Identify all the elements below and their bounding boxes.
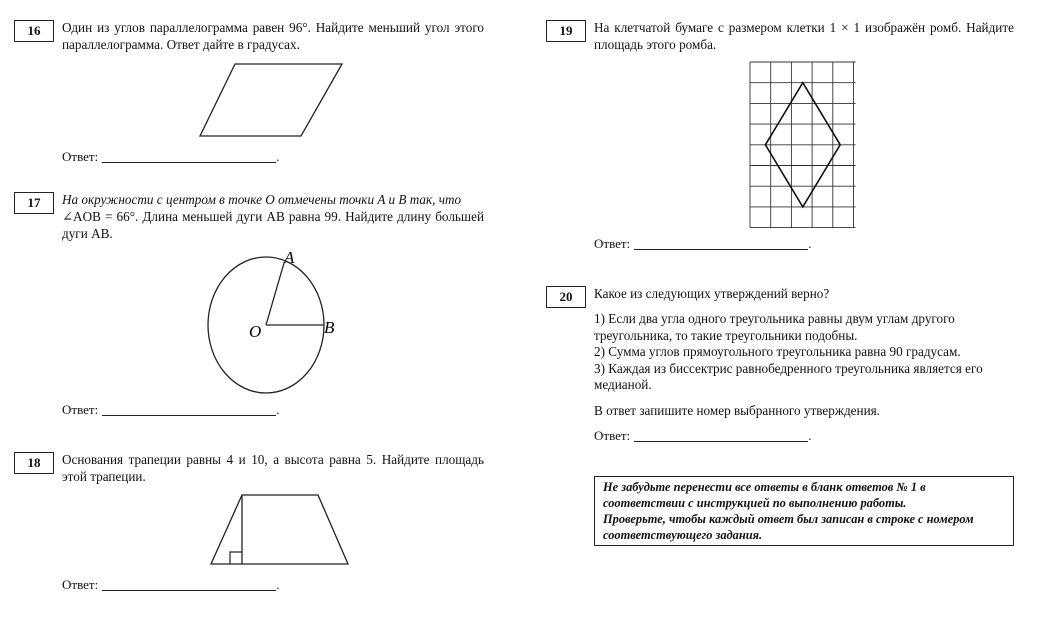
option-3: 3) Каждая из биссектрис равнобедренного треугольника является его медианой.: [594, 360, 983, 392]
task-17-text-line2: ∠AOB = 66°. Длина меньшей дуги AB равна 99. Найдите длину большей дуги AB.: [62, 209, 484, 241]
label-a: A: [284, 248, 295, 267]
task-18-text: Основания трапеции равны 4 и 10, а высота равна 5. Найдите площадь этой трапеции.: [62, 452, 484, 484]
task-20-question: Какое из следующих утверждений верно?: [594, 286, 830, 301]
answer-line[interactable]: [102, 149, 276, 163]
reminder-notice: [594, 476, 1014, 546]
grid-rhombus-figure: [750, 62, 860, 228]
task-17-answer[interactable]: Ответ: .: [62, 402, 280, 417]
label-o: O: [249, 322, 262, 341]
task-20-instruction: В ответ запишите номер выбранного утверждения.: [594, 403, 880, 418]
task-16-answer[interactable]: Ответ: .: [62, 149, 280, 164]
answer-label: Ответ:: [62, 149, 99, 164]
task-number-17: 17: [14, 192, 54, 214]
task-18-answer[interactable]: Ответ: .: [62, 577, 280, 592]
task-number-18: 18: [14, 452, 54, 474]
task-20-answer[interactable]: Ответ: .: [594, 428, 812, 443]
answer-line[interactable]: [102, 402, 276, 416]
task-number-16: 16: [14, 20, 54, 42]
task-number-20: 20: [546, 286, 586, 308]
answer-line[interactable]: [634, 236, 808, 250]
notice-line-1: Не забудьте перенести все ответы в бланк ответов № 1 в соответствии с инструкцией по выполнению работы.: [603, 480, 926, 510]
circle-figure: [200, 245, 350, 395]
option-1: 1) Если два угла одного треугольника равны двум углам другого треугольника, то такие треугольники подобны.: [594, 311, 955, 343]
answer-label: Ответ:: [62, 577, 99, 592]
answer-label: Ответ:: [594, 236, 631, 251]
label-b: B: [324, 318, 335, 337]
task-19-text: На клетчатой бумаге с размером клетки 1 × 1 изображён ромб. Найдите площадь этого ромба.: [594, 20, 1014, 52]
task-19-answer[interactable]: Ответ: .: [594, 236, 812, 251]
task-20-options: [594, 311, 986, 394]
task-17-text-line1: На окружности с центром в точке O отмечены точки A и B так, что: [62, 192, 462, 207]
answer-label: Ответ:: [594, 428, 631, 443]
answer-line[interactable]: [634, 428, 808, 442]
parallelogram-figure: [195, 62, 345, 138]
task-number-19: 19: [546, 20, 586, 42]
option-2: 2) Сумма углов прямоугольного треугольника равна 90 градусам.: [594, 344, 961, 359]
trapezoid-figure: [208, 492, 353, 568]
answer-line[interactable]: [102, 577, 276, 591]
answer-label: Ответ:: [62, 402, 99, 417]
task-16-text: Один из углов параллелограмма равен 96°. Найдите меньший угол этого параллелограмма. Ответ дайте в градусах.: [62, 20, 484, 52]
notice-line-2: Проверьте, чтобы каждый ответ был записан в строке с номером соответствующего задания.: [603, 512, 974, 542]
